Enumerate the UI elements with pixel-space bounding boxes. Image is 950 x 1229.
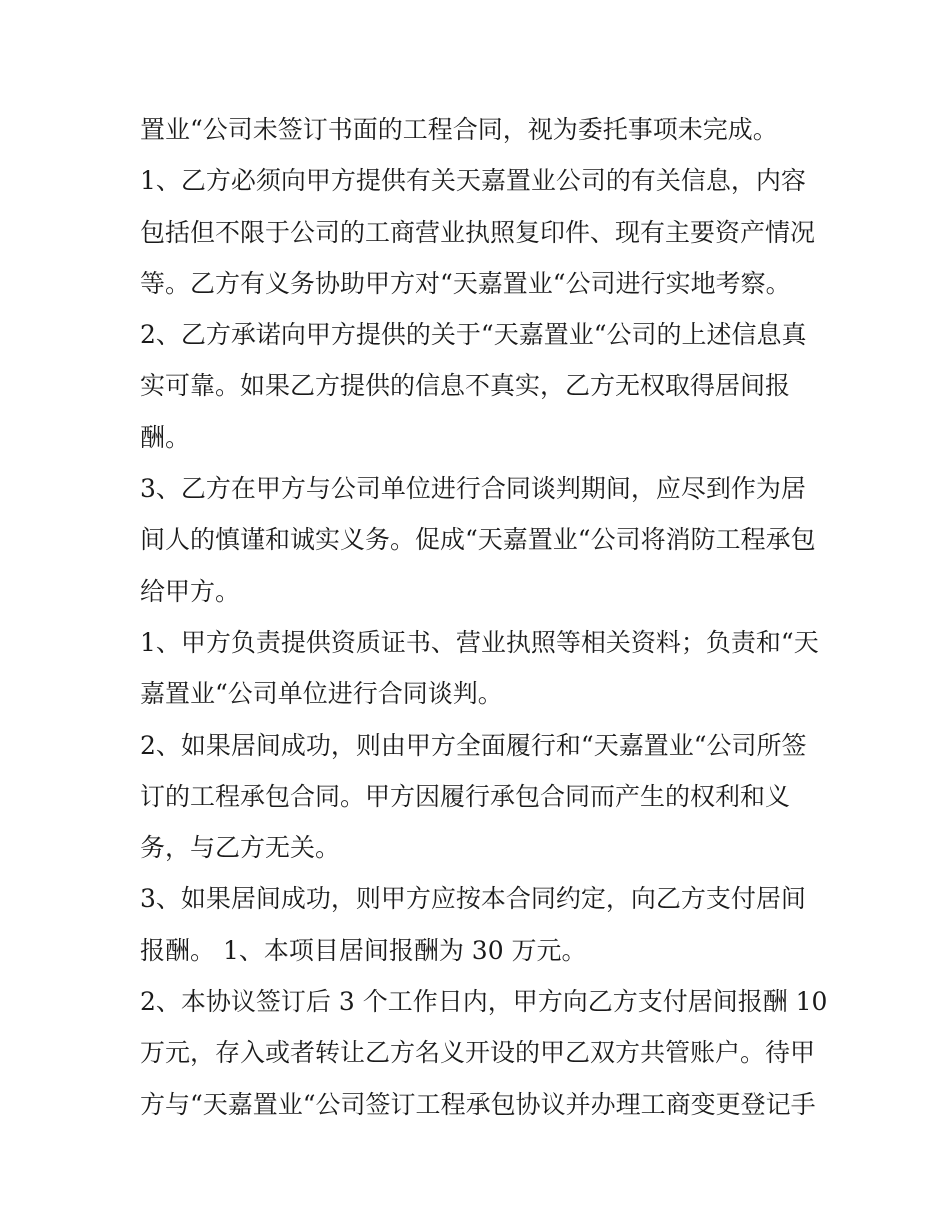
text-line: 给甲方。 <box>140 576 241 606</box>
text-line: 方与“天嘉置业“公司签订工程承包协议并办理工商变更登记手 <box>140 1089 816 1119</box>
text-line: 酬。 <box>140 422 191 452</box>
text-line: 2、如果居间成功，则由甲方全面履行和“天嘉置业“公司所签 <box>140 730 807 760</box>
text-line: 置业“公司未签订书面的工程合同，视为委托事项未完成。 <box>140 115 778 144</box>
text-line: 订的工程承包合同。甲方因履行承包合同而产生的权利和义 <box>140 781 791 811</box>
contract-body-text <box>140 104 828 1130</box>
text-line: 3、乙方在甲方与公司单位进行合同谈判期间，应尽到作为居 <box>140 474 806 504</box>
text-line: 3、如果居间成功，则甲方应按本合同约定，向乙方支付居间 <box>140 884 806 914</box>
text-line: 2、本协议签订后 3 个工作日内，甲方向乙方支付居间报酬 10 <box>140 987 828 1017</box>
text-line: 包括但不限于公司的工商营业执照复印件、现有主要资产情况 <box>140 217 816 247</box>
text-line: 1、甲方负责提供资质证书、营业执照等相关资料；负责和“天 <box>140 627 819 657</box>
text-line: 务，与乙方无关。 <box>140 833 341 863</box>
text-line: 间人的慎谨和诚实义务。促成“天嘉置业“公司将消防工程承包 <box>140 525 816 555</box>
text-line: 嘉置业“公司单位进行合同谈判。 <box>140 679 503 709</box>
text-line: 实可靠。如果乙方提供的信息不真实，乙方无权取得居间报 <box>140 371 791 401</box>
text-line: 报酬。 1、本项目居间报酬为 30 万元。 <box>140 935 587 965</box>
text-line: 等。乙方有义务协助甲方对“天嘉置业“公司进行实地考察。 <box>140 268 791 298</box>
text-line: 万元，存入或者转让乙方名义开设的甲乙双方共管账户。待甲 <box>140 1038 816 1068</box>
text-line: 2、乙方承诺向甲方提供的关于“天嘉置业“公司的上述信息真 <box>140 320 807 350</box>
text-line: 1、乙方必须向甲方提供有关天嘉置业公司的有关信息，内容 <box>140 166 806 196</box>
